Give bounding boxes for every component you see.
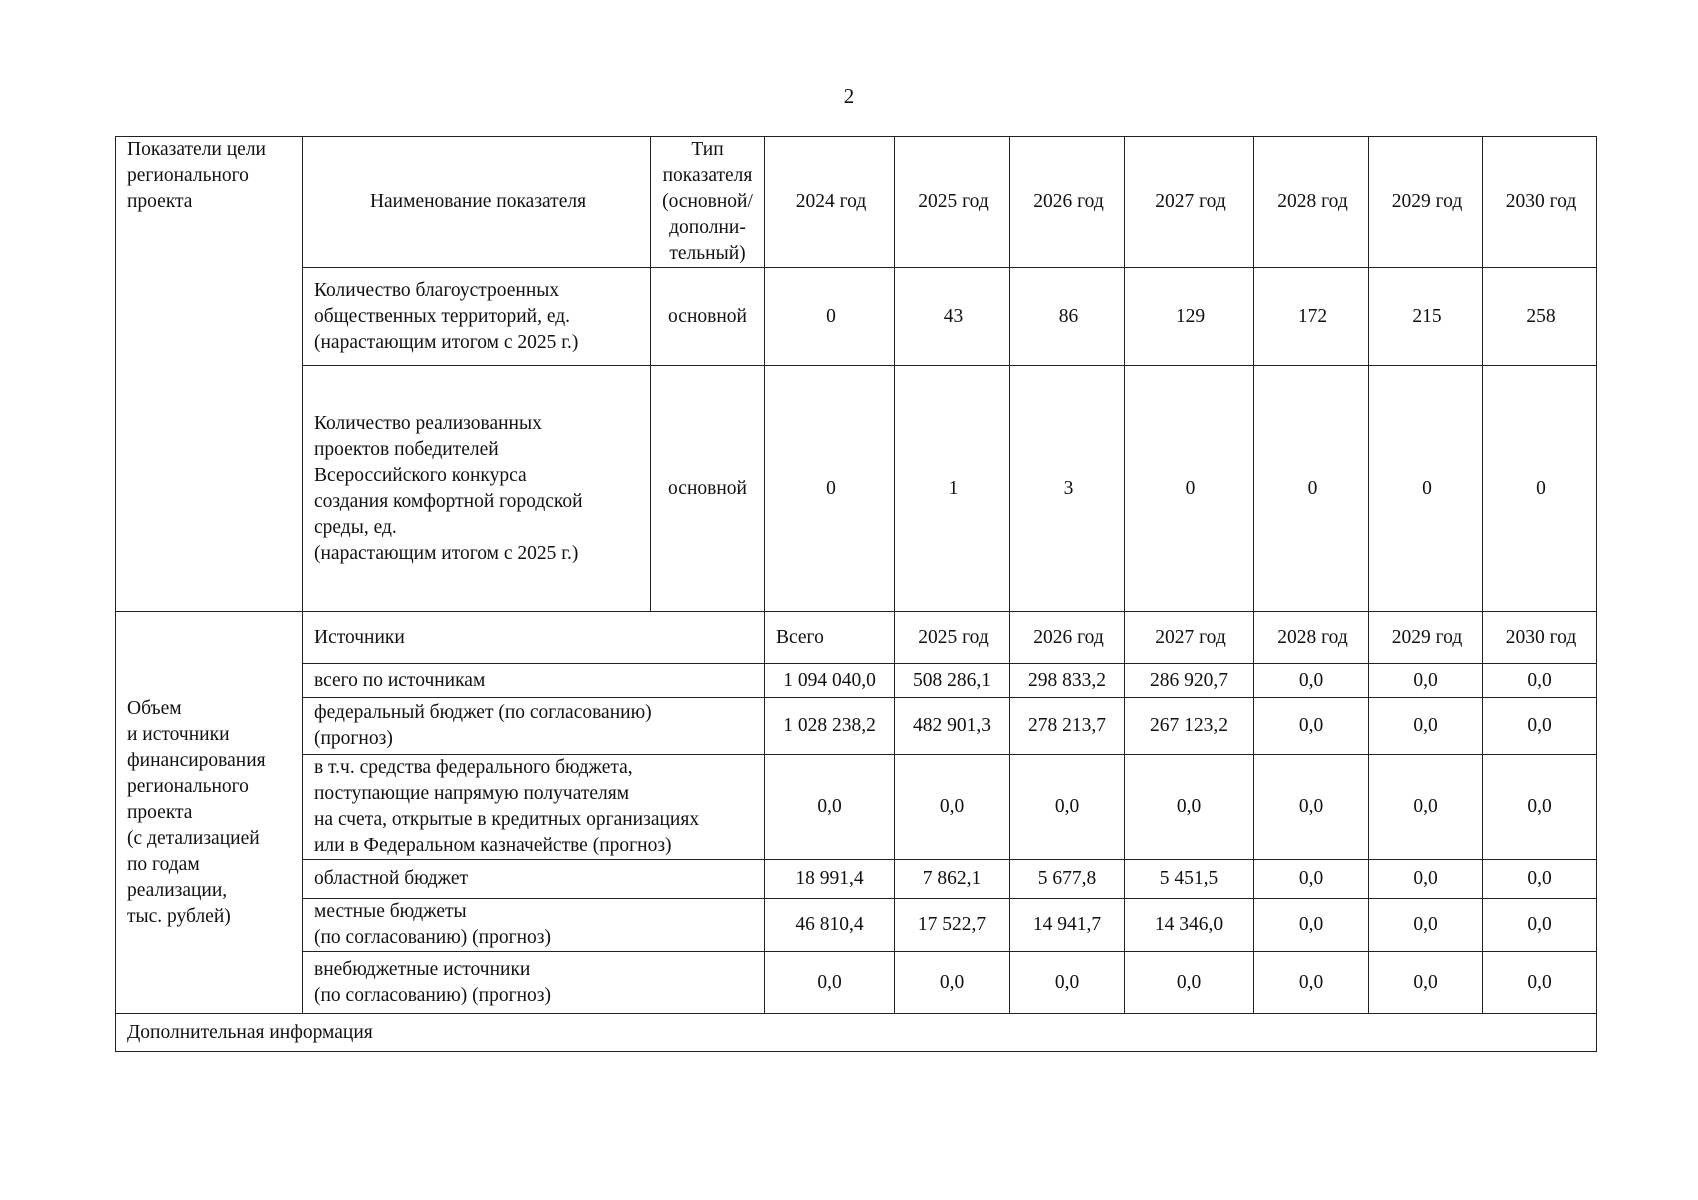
indicator-value: 172 bbox=[1254, 268, 1369, 366]
financing-section-label: Объем и источники финансирования регионального проекта (с детализацией по годам реализации, тыс. рублей) bbox=[116, 612, 303, 1014]
financing-source-name: всего по источникам bbox=[303, 664, 765, 698]
header-year: 2024 год bbox=[765, 137, 895, 268]
financing-header-row bbox=[116, 612, 1597, 664]
header-year: 2027 год bbox=[1125, 137, 1254, 268]
header-year: 2025 год bbox=[895, 612, 1010, 664]
header-indicator-name: Наименование показателя bbox=[303, 137, 651, 268]
financing-total: 0,0 bbox=[765, 952, 895, 1014]
financing-value: 508 286,1 bbox=[895, 664, 1010, 698]
financing-value: 5 677,8 bbox=[1010, 860, 1125, 899]
financing-value: 0,0 bbox=[1483, 952, 1597, 1014]
indicator-value: 0 bbox=[1369, 366, 1483, 612]
financing-value: 0,0 bbox=[1254, 664, 1369, 698]
indicator-value: 258 bbox=[1483, 268, 1597, 366]
header-sources: Источники bbox=[303, 612, 765, 664]
financing-total: 1 028 238,2 bbox=[765, 698, 895, 755]
financing-value: 17 522,7 bbox=[895, 899, 1010, 952]
financing-source-name: местные бюджеты (по согласованию) (прогноз) bbox=[303, 899, 765, 952]
financing-value: 0,0 bbox=[1125, 755, 1254, 860]
additional-info-label: Дополнительная информация bbox=[116, 1014, 1597, 1052]
financing-total: 0,0 bbox=[765, 755, 895, 860]
financing-total: 46 810,4 bbox=[765, 899, 895, 952]
indicator-value: 0 bbox=[1254, 366, 1369, 612]
financing-value: 0,0 bbox=[1010, 755, 1125, 860]
indicator-value: 1 bbox=[895, 366, 1010, 612]
financing-value: 0,0 bbox=[1125, 952, 1254, 1014]
financing-value: 0,0 bbox=[1483, 755, 1597, 860]
financing-value: 0,0 bbox=[1483, 664, 1597, 698]
header-year: 2026 год bbox=[1010, 137, 1125, 268]
indicator-row bbox=[116, 366, 1597, 612]
financing-total: 18 991,4 bbox=[765, 860, 895, 899]
financing-value: 0,0 bbox=[1369, 664, 1483, 698]
header-year: 2030 год bbox=[1483, 612, 1597, 664]
indicator-value: 86 bbox=[1010, 268, 1125, 366]
regional-project-table bbox=[115, 136, 1597, 1052]
financing-value: 5 451,5 bbox=[1125, 860, 1254, 899]
indicator-value: 0 bbox=[765, 366, 895, 612]
financing-total: 1 094 040,0 bbox=[765, 664, 895, 698]
financing-value: 0,0 bbox=[1483, 899, 1597, 952]
financing-source-name: внебюджетные источники (по согласованию) (прогноз) bbox=[303, 952, 765, 1014]
financing-value: 0,0 bbox=[1254, 952, 1369, 1014]
financing-row bbox=[116, 698, 1597, 755]
header-year: 2028 год bbox=[1254, 612, 1369, 664]
financing-value: 286 920,7 bbox=[1125, 664, 1254, 698]
financing-value: 0,0 bbox=[1254, 860, 1369, 899]
financing-value: 0,0 bbox=[1483, 860, 1597, 899]
financing-source-name: федеральный бюджет (по согласованию) (прогноз) bbox=[303, 698, 765, 755]
indicator-value: 129 bbox=[1125, 268, 1254, 366]
indicator-name: Количество благоустроенных общественных территорий, ед. (нарастающим итогом с 2025 г.) bbox=[303, 268, 651, 366]
header-year: 2027 год bbox=[1125, 612, 1254, 664]
financing-row bbox=[116, 860, 1597, 899]
header-year: 2030 год bbox=[1483, 137, 1597, 268]
financing-value: 7 862,1 bbox=[895, 860, 1010, 899]
financing-value: 0,0 bbox=[1254, 698, 1369, 755]
financing-value: 267 123,2 bbox=[1125, 698, 1254, 755]
indicator-row bbox=[116, 268, 1597, 366]
financing-source-name: областной бюджет bbox=[303, 860, 765, 899]
indicator-value: 0 bbox=[765, 268, 895, 366]
financing-value: 482 901,3 bbox=[895, 698, 1010, 755]
financing-value: 0,0 bbox=[1369, 698, 1483, 755]
indicator-name: Количество реализованных проектов победителей Всероссийского конкурса создания комфортной городской среды, ед. (нарастающим итогом с 2025 г.) bbox=[303, 366, 651, 612]
header-year: 2028 год bbox=[1254, 137, 1369, 268]
page-number: 2 bbox=[843, 84, 855, 108]
financing-value: 0,0 bbox=[1369, 860, 1483, 899]
indicator-type: основной bbox=[651, 268, 765, 366]
financing-value: 278 213,7 bbox=[1010, 698, 1125, 755]
financing-source-name: в т.ч. средства федерального бюджета, поступающие напрямую получателям на счета, открытые в кредитных организациях или в Федеральном казначействе (прогноз) bbox=[303, 755, 765, 860]
financing-value: 0,0 bbox=[1483, 698, 1597, 755]
financing-value: 298 833,2 bbox=[1010, 664, 1125, 698]
indicators-header-row bbox=[116, 137, 1597, 268]
indicator-value: 0 bbox=[1483, 366, 1597, 612]
financing-row bbox=[116, 664, 1597, 698]
financing-value: 0,0 bbox=[895, 952, 1010, 1014]
financing-value: 0,0 bbox=[1254, 899, 1369, 952]
header-indicator-type: Тип показателя (основной/ дополни- тельный) bbox=[651, 137, 765, 268]
header-year: 2026 год bbox=[1010, 612, 1125, 664]
header-total: Всего bbox=[765, 612, 895, 664]
header-year: 2029 год bbox=[1369, 137, 1483, 268]
financing-value: 0,0 bbox=[895, 755, 1010, 860]
financing-row bbox=[116, 952, 1597, 1014]
financing-value: 0,0 bbox=[1369, 899, 1483, 952]
additional-info-row bbox=[116, 1014, 1597, 1052]
financing-value: 0,0 bbox=[1369, 952, 1483, 1014]
indicators-section-label: Показатели цели регионального проекта bbox=[116, 137, 303, 612]
financing-row bbox=[116, 899, 1597, 952]
financing-value: 0,0 bbox=[1010, 952, 1125, 1014]
header-year: 2025 год bbox=[895, 137, 1010, 268]
header-year: 2029 год bbox=[1369, 612, 1483, 664]
indicator-type: основной bbox=[651, 366, 765, 612]
financing-value: 14 941,7 bbox=[1010, 899, 1125, 952]
financing-value: 14 346,0 bbox=[1125, 899, 1254, 952]
financing-row bbox=[116, 755, 1597, 860]
indicator-value: 215 bbox=[1369, 268, 1483, 366]
financing-value: 0,0 bbox=[1369, 755, 1483, 860]
indicator-value: 3 bbox=[1010, 366, 1125, 612]
financing-value: 0,0 bbox=[1254, 755, 1369, 860]
indicator-value: 0 bbox=[1125, 366, 1254, 612]
indicator-value: 43 bbox=[895, 268, 1010, 366]
